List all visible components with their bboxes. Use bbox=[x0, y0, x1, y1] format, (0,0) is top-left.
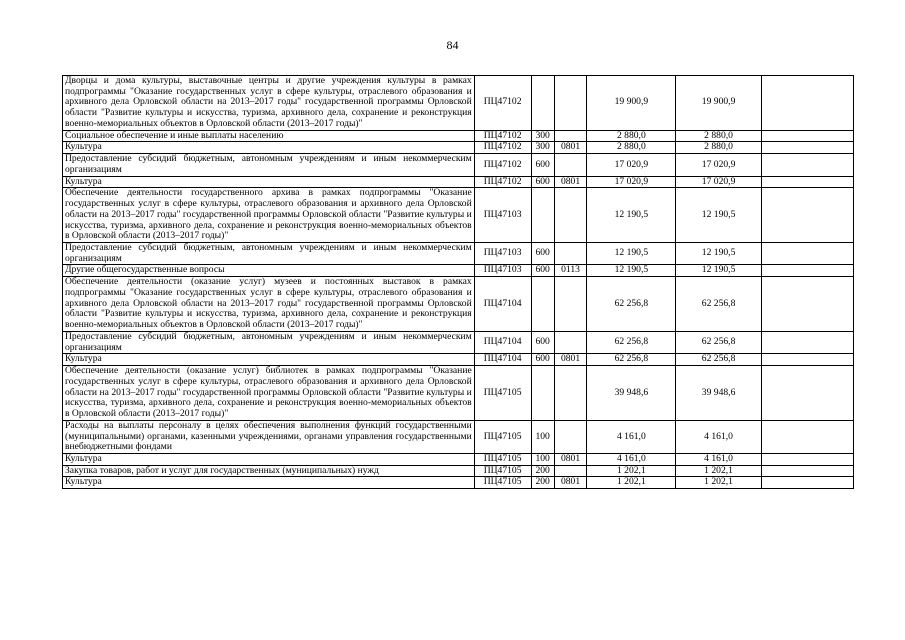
row-amount-2: 2 880,0 bbox=[676, 142, 761, 154]
row-amount-3 bbox=[761, 453, 853, 465]
row-target-code: ПЦ47103 bbox=[474, 265, 531, 277]
row-amount-1: 1 202,1 bbox=[587, 477, 676, 489]
row-section-code bbox=[554, 154, 586, 176]
row-amount-2: 12 190,5 bbox=[676, 243, 761, 265]
row-amount-2: 19 900,9 bbox=[676, 76, 761, 131]
row-expense-type: 600 bbox=[531, 265, 554, 277]
row-section-code: 0801 bbox=[554, 142, 586, 154]
row-amount-2: 12 190,5 bbox=[676, 188, 761, 243]
row-description: Предоставление субсидий бюджетным, автономным учреждениям и иным некоммерческим организациям bbox=[63, 331, 475, 353]
row-target-code: ПЦ47105 bbox=[474, 477, 531, 489]
row-expense-type bbox=[531, 76, 554, 131]
row-description: Культура bbox=[63, 176, 475, 188]
table-row bbox=[63, 188, 854, 243]
row-target-code: ПЦ47104 bbox=[474, 277, 531, 332]
row-amount-1: 62 256,8 bbox=[587, 354, 676, 366]
row-description: Обеспечение деятельности (оказание услуг) музеев и постоянных выставок в рамках подпрограммы "Оказание государственных услуг в сфере культуры, отраслевого образования и архивного дела Орловской области на 2013–2017 годы" государственной программы Орловской области "Развитие культуры и искусства, туризма, архивного дела, сохранение и реконструкция военно-мемориальных объектов в Орловской области (2013–2017 годы)" bbox=[63, 277, 475, 332]
row-expense-type: 600 bbox=[531, 331, 554, 353]
row-amount-1: 62 256,8 bbox=[587, 277, 676, 332]
table-row bbox=[63, 130, 854, 142]
row-section-code bbox=[554, 465, 586, 477]
row-target-code: ПЦ47105 bbox=[474, 420, 531, 453]
row-amount-2: 2 880,0 bbox=[676, 130, 761, 142]
budget-table bbox=[62, 75, 854, 489]
row-description: Другие общегосударственные вопросы bbox=[63, 265, 475, 277]
row-amount-2: 62 256,8 bbox=[676, 354, 761, 366]
row-description: Обеспечение деятельности (оказание услуг) библиотек в рамках подпрограммы "Оказание государственных услуг в сфере культуры, отраслевого образования и архивного дела Орловской области на 2013–2017 годы" государственной программы Орловской области "Развитие культуры и искусства, туризма, архивного дела, сохранение и реконструкция военно-мемориальных объектов в Орловской области (2013–2017 годы)" bbox=[63, 366, 475, 421]
table-row bbox=[63, 477, 854, 489]
table-row bbox=[63, 277, 854, 332]
row-target-code: ПЦ47105 bbox=[474, 465, 531, 477]
row-expense-type: 600 bbox=[531, 154, 554, 176]
row-section-code bbox=[554, 366, 586, 421]
row-target-code: ПЦ47105 bbox=[474, 453, 531, 465]
row-expense-type: 600 bbox=[531, 176, 554, 188]
row-amount-3 bbox=[761, 130, 853, 142]
row-section-code: 0113 bbox=[554, 265, 586, 277]
row-description: Культура bbox=[63, 354, 475, 366]
table-row bbox=[63, 453, 854, 465]
row-amount-2: 17 020,9 bbox=[676, 154, 761, 176]
row-description: Расходы на выплаты персоналу в целях обеспечения выполнения функций государственными (муниципальными) органами, казенными учреждениями, органами управления государственными внебюджетными фондами bbox=[63, 420, 475, 453]
row-section-code: 0801 bbox=[554, 477, 586, 489]
row-section-code bbox=[554, 420, 586, 453]
row-expense-type: 300 bbox=[531, 130, 554, 142]
table-row bbox=[63, 366, 854, 421]
row-description: Предоставление субсидий бюджетным, автономным учреждениям и иным некоммерческим организациям bbox=[63, 154, 475, 176]
row-amount-3 bbox=[761, 465, 853, 477]
row-amount-1: 12 190,5 bbox=[587, 243, 676, 265]
table-row bbox=[63, 176, 854, 188]
table-row bbox=[63, 76, 854, 131]
row-target-code: ПЦ47102 bbox=[474, 154, 531, 176]
row-target-code: ПЦ47105 bbox=[474, 366, 531, 421]
row-target-code: ПЦ47102 bbox=[474, 76, 531, 131]
table-row bbox=[63, 265, 854, 277]
table-row bbox=[63, 331, 854, 353]
row-amount-3 bbox=[761, 277, 853, 332]
row-section-code bbox=[554, 331, 586, 353]
row-description: Предоставление субсидий бюджетным, автономным учреждениям и иным некоммерческим организациям bbox=[63, 243, 475, 265]
row-amount-3 bbox=[761, 76, 853, 131]
row-amount-3 bbox=[761, 366, 853, 421]
row-amount-3 bbox=[761, 142, 853, 154]
row-amount-3 bbox=[761, 176, 853, 188]
row-amount-2: 39 948,6 bbox=[676, 366, 761, 421]
row-expense-type: 600 bbox=[531, 354, 554, 366]
row-description: Культура bbox=[63, 477, 475, 489]
row-amount-2: 1 202,1 bbox=[676, 465, 761, 477]
row-target-code: ПЦ47104 bbox=[474, 354, 531, 366]
row-expense-type: 600 bbox=[531, 243, 554, 265]
row-target-code: ПЦ47104 bbox=[474, 331, 531, 353]
table-row bbox=[63, 142, 854, 154]
row-amount-3 bbox=[761, 354, 853, 366]
row-description: Обеспечение деятельности государственного архива в рамках подпрограммы "Оказание государственных услуг в сфере культуры, отраслевого образования и архивного дела Орловской области на 2013–2017 годы" государственной программы Орловской области "Развитие культуры и искусства, туризма, архивного дела, сохранение и реконструкция военно-мемориальных объектов в Орловской области (2013–2017 годы)" bbox=[63, 188, 475, 243]
row-amount-2: 4 161,0 bbox=[676, 453, 761, 465]
row-amount-1: 4 161,0 bbox=[587, 453, 676, 465]
row-amount-3 bbox=[761, 154, 853, 176]
row-description: Социальное обеспечение и иные выплаты населению bbox=[63, 130, 475, 142]
row-expense-type: 200 bbox=[531, 465, 554, 477]
table-body bbox=[63, 76, 854, 489]
row-amount-1: 2 880,0 bbox=[587, 142, 676, 154]
row-amount-3 bbox=[761, 420, 853, 453]
row-amount-1: 12 190,5 bbox=[587, 188, 676, 243]
row-amount-2: 17 020,9 bbox=[676, 176, 761, 188]
row-section-code: 0801 bbox=[554, 176, 586, 188]
table-row bbox=[63, 354, 854, 366]
row-description: Культура bbox=[63, 453, 475, 465]
row-description: Закупка товаров, работ и услуг для государственных (муниципальных) нужд bbox=[63, 465, 475, 477]
row-amount-3 bbox=[761, 188, 853, 243]
table-row bbox=[63, 243, 854, 265]
row-amount-1: 62 256,8 bbox=[587, 331, 676, 353]
row-expense-type bbox=[531, 366, 554, 421]
row-amount-1: 4 161,0 bbox=[587, 420, 676, 453]
row-target-code: ПЦ47102 bbox=[474, 130, 531, 142]
row-amount-2: 62 256,8 bbox=[676, 277, 761, 332]
row-expense-type bbox=[531, 188, 554, 243]
row-target-code: ПЦ47102 bbox=[474, 142, 531, 154]
row-section-code: 0801 bbox=[554, 354, 586, 366]
row-amount-1: 19 900,9 bbox=[587, 76, 676, 131]
row-amount-2: 4 161,0 bbox=[676, 420, 761, 453]
row-target-code: ПЦ47103 bbox=[474, 188, 531, 243]
table-row bbox=[63, 154, 854, 176]
row-expense-type bbox=[531, 277, 554, 332]
table-row bbox=[63, 420, 854, 453]
row-amount-3 bbox=[761, 243, 853, 265]
table-row bbox=[63, 465, 854, 477]
row-description: Дворцы и дома культуры, выставочные центры и другие учреждения культуры в рамках подпрограммы "Оказание государственных услуг в сфере культуры, отраслевого образования и архивного дела Орловской области на 2013–2017 годы" государственной программы Орловской области "Развитие культуры и искусства, туризма, архивного дела, сохранение и реконструкция военно-мемориальных объектов в Орловской области (2013–2017 годы)" bbox=[63, 76, 475, 131]
row-target-code: ПЦ47103 bbox=[474, 243, 531, 265]
row-expense-type: 200 bbox=[531, 477, 554, 489]
row-amount-3 bbox=[761, 265, 853, 277]
row-expense-type: 100 bbox=[531, 453, 554, 465]
row-section-code bbox=[554, 277, 586, 332]
row-section-code: 0801 bbox=[554, 453, 586, 465]
row-section-code bbox=[554, 130, 586, 142]
row-expense-type: 100 bbox=[531, 420, 554, 453]
row-amount-3 bbox=[761, 477, 853, 489]
row-description: Культура bbox=[63, 142, 475, 154]
row-amount-2: 12 190,5 bbox=[676, 265, 761, 277]
row-section-code bbox=[554, 188, 586, 243]
row-amount-1: 2 880,0 bbox=[587, 130, 676, 142]
row-target-code: ПЦ47102 bbox=[474, 176, 531, 188]
row-amount-1: 1 202,1 bbox=[587, 465, 676, 477]
row-amount-2: 1 202,1 bbox=[676, 477, 761, 489]
row-expense-type: 300 bbox=[531, 142, 554, 154]
row-amount-1: 17 020,9 bbox=[587, 154, 676, 176]
row-amount-1: 17 020,9 bbox=[587, 176, 676, 188]
row-amount-1: 12 190,5 bbox=[587, 265, 676, 277]
row-amount-2: 62 256,8 bbox=[676, 331, 761, 353]
page-number: 84 bbox=[446, 38, 459, 52]
row-section-code bbox=[554, 243, 586, 265]
row-amount-1: 39 948,6 bbox=[587, 366, 676, 421]
row-section-code bbox=[554, 76, 586, 131]
row-amount-3 bbox=[761, 331, 853, 353]
